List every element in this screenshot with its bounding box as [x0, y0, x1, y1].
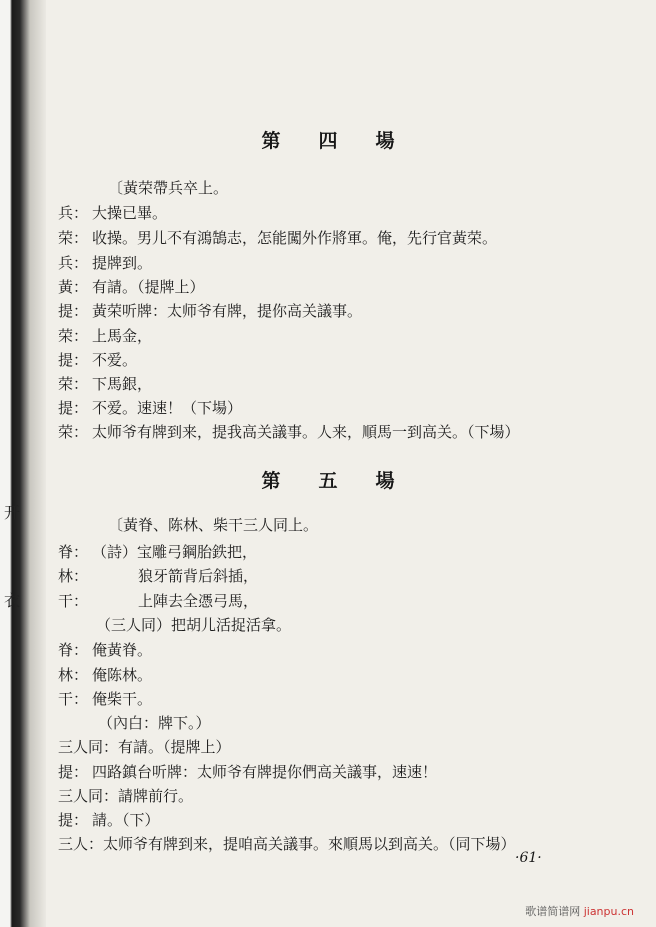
dialogue-text: 請牌前行。 — [118, 787, 194, 805]
dialogue-line — [58, 422, 638, 442]
speaker: 林： — [58, 567, 89, 585]
stage-direction: 〔黃荣帶兵卒上。 — [108, 179, 229, 197]
dialogue-line — [58, 810, 638, 830]
dialogue-line — [58, 737, 638, 757]
speaker: 提： — [58, 763, 89, 781]
dialogue-text: 請。（下） — [92, 811, 160, 829]
verse-text: 狼牙箭背后斜插， — [138, 567, 259, 585]
speaker: 兵： — [58, 204, 89, 222]
speaker: 林： — [58, 666, 89, 684]
dialogue-line — [58, 228, 638, 248]
scene-4-title: 第四場 — [261, 130, 433, 152]
speaker: 提： — [58, 302, 89, 320]
watermark-site: 歌谱简谱网 — [525, 905, 581, 918]
speaker: 脊： — [58, 641, 89, 659]
dialogue-line — [58, 350, 638, 370]
dialogue-text: 太师爷有牌到来，提我高关議事。人来，順馬一到高关。（下場） — [92, 423, 520, 441]
dialogue-text: 黃荣听牌：太师爷有牌，提你高关議事。 — [92, 302, 363, 320]
speaker: 三人同： — [58, 787, 119, 805]
dialogue-text: 提牌到。 — [92, 254, 153, 272]
speaker: 三人： — [58, 835, 104, 853]
speaker: 干： — [58, 690, 89, 708]
speaker: 三人同： — [58, 738, 119, 756]
speaker: 干： — [58, 592, 89, 610]
dialogue-text: 四路鎮台听牌：太师爷有牌提你們高关議事，速速！ — [92, 763, 438, 781]
verse-line — [58, 566, 638, 586]
verse-line — [58, 591, 638, 611]
offstage-direction: （內白：牌下。） — [98, 714, 211, 732]
dialogue-text: 有請。（提牌上） — [118, 738, 231, 756]
dialogue-text: 俺柴干。 — [92, 690, 153, 708]
dialogue-text: 有請。（提牌上） — [92, 278, 205, 296]
dialogue-line — [58, 277, 638, 297]
spine-character: 开 — [4, 503, 21, 522]
dialogue-text: 俺陈林。 — [92, 666, 153, 684]
dialogue-text: 上馬金， — [92, 327, 153, 345]
stage-direction: 〔黃脊、陈林、柴干三人同上。 — [108, 516, 319, 534]
speaker: 兵： — [58, 254, 89, 272]
scene-5-title: 第五場 — [261, 470, 433, 492]
verse-text: 上陣去全憑弓馬， — [138, 592, 259, 610]
speaker: 提： — [58, 811, 89, 829]
speaker: 黃： — [58, 278, 89, 296]
dialogue-text: 俺黃脊。 — [92, 641, 153, 659]
dialogue-text: 收操。男儿不有鴻鵠志，怎能闖外作將軍。俺，先行官黃荣。 — [92, 229, 498, 247]
verse-line — [58, 542, 638, 562]
dialogue-line — [58, 665, 638, 685]
dialogue-line — [58, 834, 638, 854]
dialogue-text: 太师爷有牌到来，提咱高关議事。來順馬以到高关。（同下場） — [103, 835, 516, 853]
speaker: 荣： — [58, 375, 89, 393]
speaker: 脊： — [58, 543, 89, 561]
speaker: 荣： — [58, 229, 89, 247]
page-number: ·61· — [515, 850, 542, 866]
speaker: 提： — [58, 399, 89, 417]
dialogue-line — [58, 203, 638, 223]
dialogue-text: 不爱。速速！（下場） — [92, 399, 243, 417]
dialogue-line — [58, 326, 638, 346]
dialogue-line — [58, 786, 638, 806]
dialogue-line — [58, 689, 638, 709]
dialogue-line — [58, 762, 638, 782]
dialogue-line — [58, 253, 638, 273]
dialogue-line — [58, 640, 638, 660]
dialogue-line — [58, 374, 638, 394]
speaker: 提： — [58, 351, 89, 369]
dialogue-line — [58, 301, 638, 321]
watermark — [525, 903, 634, 919]
dialogue-text: 下馬銀， — [92, 375, 153, 393]
watermark-url: jianpu.cn — [583, 905, 634, 918]
dialogue-text: 不爱。 — [92, 351, 138, 369]
dialogue-line — [58, 398, 638, 418]
speaker: 荣： — [58, 327, 89, 345]
verse-text: （詩）宝雕弓鋼胎鉄把， — [92, 543, 258, 561]
speaker: 荣： — [58, 423, 89, 441]
chorus-line: （三人同）把胡儿活捉活拿。 — [96, 616, 292, 634]
dialogue-text: 大操已畢。 — [92, 204, 168, 222]
spine-character: 衣 — [4, 591, 21, 610]
